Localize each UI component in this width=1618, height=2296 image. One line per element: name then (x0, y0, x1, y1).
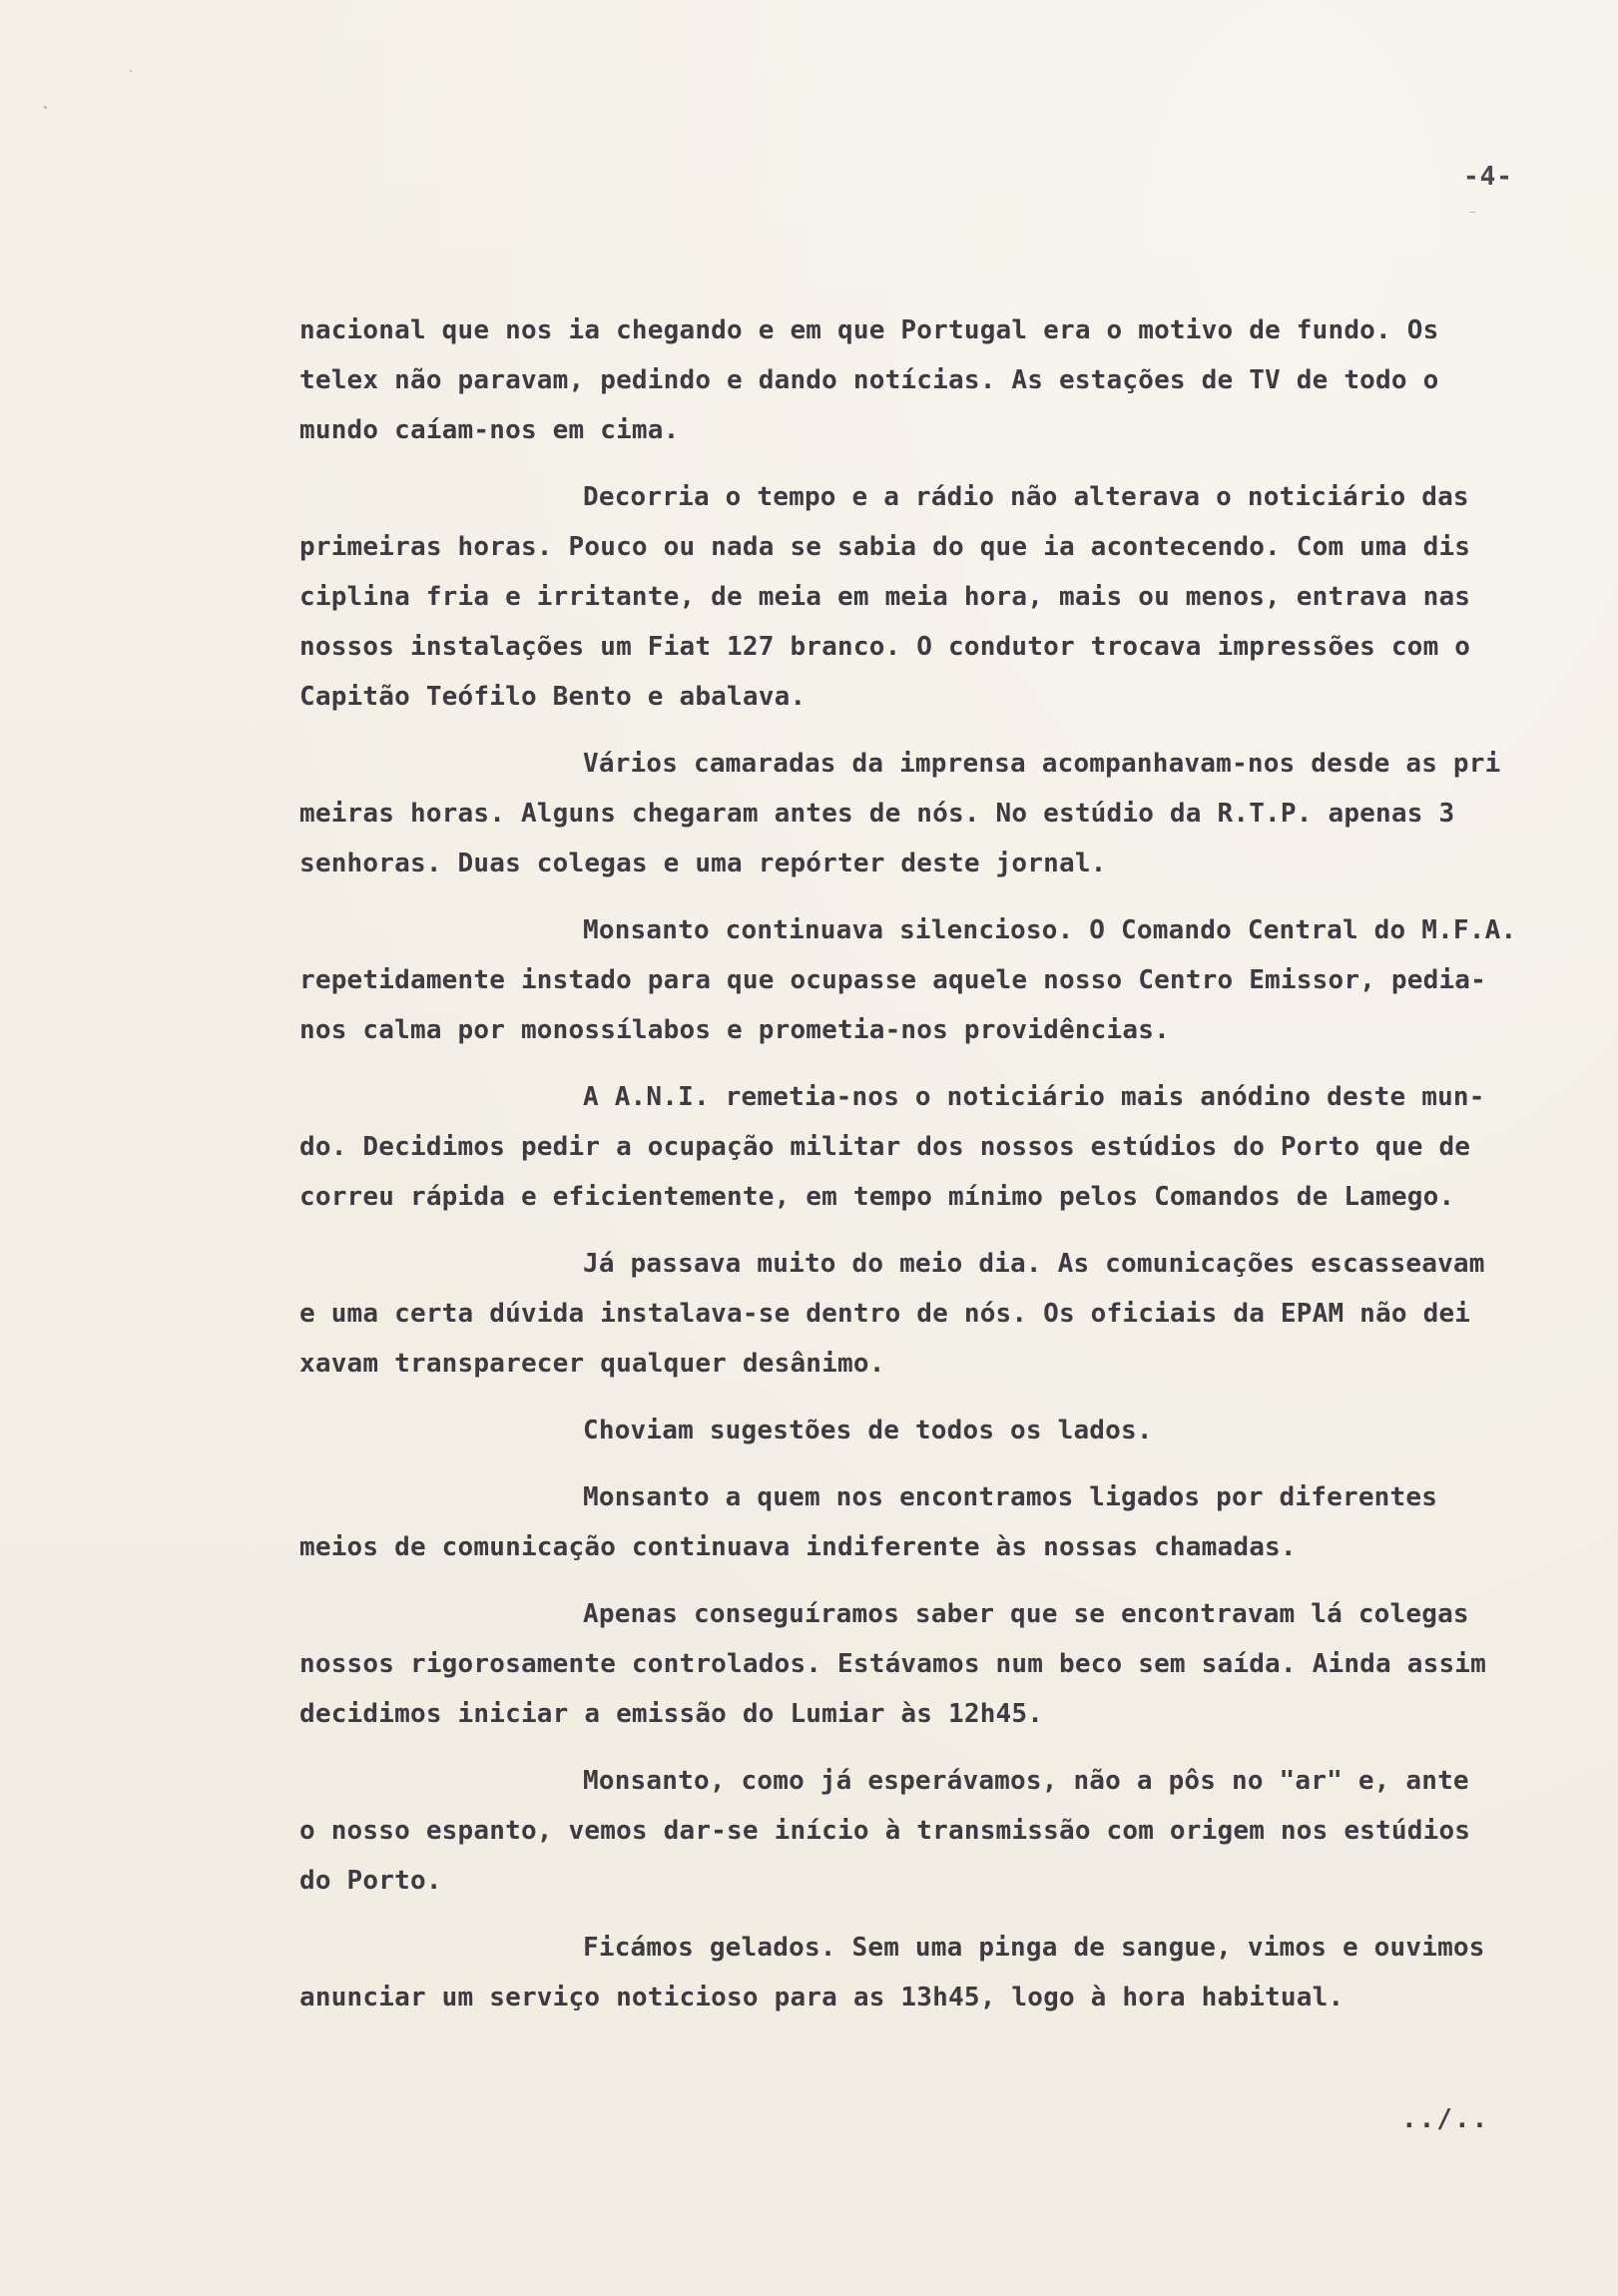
text-line: telex não paravam, pedindo e dando notícias. As estações de TV de todo o (299, 365, 1439, 395)
text-line: do Porto. (299, 1866, 442, 1896)
paragraph (299, 1756, 1537, 1906)
text-line: senhoras. Duas colegas e uma repórter deste jornal. (299, 849, 1107, 878)
text-line: nos calma por monossílabos e prometia-nos providências. (299, 1015, 1170, 1045)
text-line: primeiras horas. Pouco ou nada se sabia do que ia acontecendo. Com uma dis (299, 532, 1471, 562)
paper-speck (1469, 212, 1475, 213)
paper-speck (130, 70, 132, 72)
text-line: anunciar um serviço noticioso para as 13h45, logo à hora habitual. (299, 1983, 1345, 2012)
paragraph (299, 1239, 1537, 1389)
paper-speck (44, 106, 47, 109)
paragraph (299, 1472, 1537, 1572)
paragraph (299, 905, 1537, 1055)
text-line: Capitão Teófilo Bento e abalava. (299, 682, 807, 712)
text-line: A A.N.I. remetia-nos o noticiário mais anódino deste mun- (583, 1082, 1485, 1112)
page-number: -4- (1463, 162, 1513, 192)
text-line: meios de comunicação continuava indiferente às nossas chamadas. (299, 1532, 1297, 1562)
continuation-mark: ../.. (1401, 2104, 1490, 2134)
text-line: Vários camaradas da imprensa acompanhavam-nos desde as pri (583, 749, 1501, 779)
text-line: mundo caíam-nos em cima. (299, 415, 680, 445)
text-line: Monsanto continuava silencioso. O Comando Central do M.F.A. (583, 915, 1517, 945)
text-line: do. Decidimos pedir a ocupação militar dos nossos estúdios do Porto que de (299, 1132, 1471, 1162)
text-line: meiras horas. Alguns chegaram antes de nós. No estúdio da R.T.P. apenas 3 (299, 799, 1455, 829)
text-line: nossos instalações um Fiat 127 branco. O condutor trocava impressões com o (299, 632, 1471, 662)
text-line: Apenas conseguíramos saber que se encontravam lá colegas (583, 1599, 1469, 1629)
text-line: Decorria o tempo e a rádio não alterava o noticiário das (583, 482, 1469, 512)
paragraph (299, 1589, 1537, 1739)
paragraph (299, 305, 1537, 455)
text-line: o nosso espanto, vemos dar-se início à transmissão com origem nos estúdios (299, 1816, 1471, 1846)
text-line: nacional que nos ia chegando e em que Portugal era o motivo de fundo. Os (299, 315, 1439, 345)
text-line: Monsanto a quem nos encontramos ligados por diferentes (583, 1482, 1438, 1512)
text-line: Monsanto, como já esperávamos, não a pôs no "ar" e, ante (583, 1766, 1469, 1796)
paragraph (299, 472, 1537, 722)
paragraph (299, 1406, 1537, 1455)
text-line: repetidamente instado para que ocupasse aquele nosso Centro Emissor, pedia- (299, 965, 1486, 995)
paragraph (299, 739, 1537, 888)
text-line: xavam transparecer qualquer desânimo. (299, 1349, 885, 1379)
body-text (299, 305, 1537, 2039)
text-line: Já passava muito do meio dia. As comunicações escasseavam (583, 1249, 1485, 1279)
text-line: correu rápida e eficientemente, em tempo mínimo pelos Comandos de Lamego. (299, 1182, 1455, 1212)
paragraph (299, 1923, 1537, 2022)
text-line: decidimos iniciar a emissão do Lumiar às 12h45. (299, 1699, 1044, 1729)
text-line: e uma certa dúvida instalava-se dentro de nós. Os oficiais da EPAM não dei (299, 1299, 1471, 1329)
text-line: Choviam sugestões de todos os lados. (583, 1416, 1153, 1445)
text-line: ciplina fria e irritante, de meia em meia hora, mais ou menos, entrava nas (299, 582, 1471, 612)
text-line: nossos rigorosamente controlados. Estávamos num beco sem saída. Ainda assim (299, 1649, 1486, 1679)
text-line: Ficámos gelados. Sem uma pinga de sangue, vimos e ouvimos (583, 1933, 1485, 1963)
paragraph (299, 1072, 1537, 1222)
